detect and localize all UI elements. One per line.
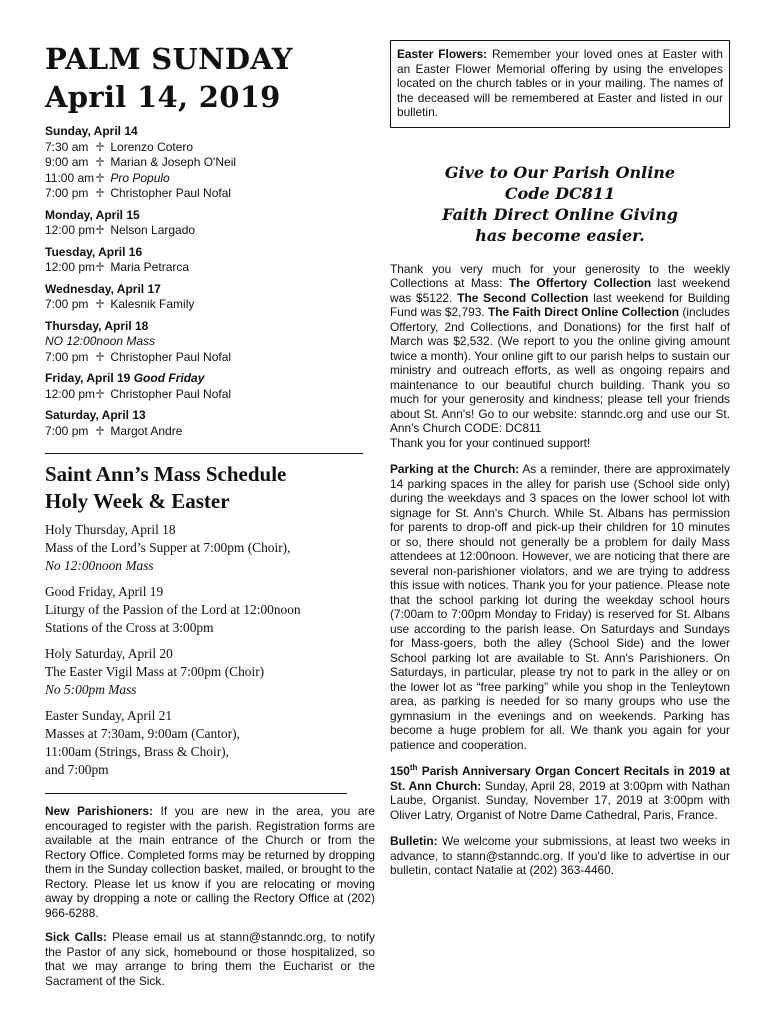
concert-label-text: Parish Anniversary Organ Concert Recitals in 2019 at St. Ann Church:: [390, 764, 730, 793]
intention-row: [45, 424, 375, 440]
mass-line: Stations of the Cross at 3:00pm: [45, 620, 214, 635]
intention-time: 7:00 pm: [45, 297, 89, 311]
mass-line: and 7:00pm: [45, 762, 109, 777]
thanks-paragraph: [390, 262, 730, 451]
intention-name: Kalesnik Family: [110, 297, 195, 311]
easter-sunday-block: [45, 707, 375, 779]
left-column: [45, 40, 375, 988]
cross-icon: ♱: [95, 297, 105, 311]
intention-name: Christopher Paul Nofal: [110, 386, 232, 401]
second-collection-label: The Second Collection: [457, 290, 589, 305]
divider: [45, 453, 363, 454]
intention-row: [45, 297, 375, 313]
sick-calls-text: Please email us at stann@stanndc.org, to notify the Pastor of any sick, homebound or those hospitalized, so that we may arrange to bring them the Eucharist or the Sacrament of the Sick.: [45, 930, 375, 988]
give-line2: Code DC811: [504, 183, 616, 203]
intention-time: 9:00 am: [45, 155, 89, 169]
intention-time: 12:00 pm: [45, 223, 96, 237]
holy-thursday-block: [45, 521, 375, 575]
intention-time: 7:30 am: [45, 139, 89, 154]
mass-title-line1: Saint Ann’s Mass Schedule: [45, 462, 287, 486]
new-parishioners-paragraph: [45, 804, 375, 920]
cross-icon: ♱: [95, 170, 105, 185]
mass-intentions: [45, 124, 375, 439]
new-parishioners-text: If you are new in the area, you are encouraged to register with the parish. Registration forms are available at the main entrance of the Church or from the Rectory Office. Completed forms may be returned by dropping them in the Sunday collection basket, mailed, or brought to the Rectory. Please let us know if you are relocating or moving away by dropping a note or calling the Rectory Office at (202) 966-6288.: [45, 804, 375, 920]
divider: [45, 793, 347, 794]
cross-icon: ♱: [95, 223, 105, 237]
intention-time: 12:00 pm: [45, 386, 96, 401]
cross-icon: ♱: [95, 386, 105, 401]
intention-row: [45, 186, 375, 202]
easter-flowers-box: [390, 40, 730, 128]
parking-label: Parking at the Church:: [390, 462, 520, 476]
mass-line: 11:00am (Strings, Brass & Choir),: [45, 744, 229, 759]
cross-icon: ♱: [95, 155, 105, 169]
day-monday: [45, 208, 375, 239]
page-title: [45, 40, 375, 116]
mass-line: No 5:00pm Mass: [45, 682, 137, 697]
parking-paragraph: [390, 462, 730, 752]
intention-row: [45, 260, 375, 276]
concert-sup: th: [409, 763, 418, 773]
cross-icon: ♱: [95, 139, 105, 154]
intention-name: Marian & Joseph O'Neil: [110, 155, 237, 169]
intention-row: [45, 171, 375, 187]
day-friday: [45, 371, 375, 402]
thanks-text: Thank you very much for your generosity to the weekly Collections at Mass:: [390, 261, 730, 290]
cross-icon: ♱: [95, 349, 105, 364]
cross-icon: ♱: [95, 186, 105, 200]
holy-saturday-block: [45, 645, 375, 699]
day-heading-text: Friday, April 19: [45, 371, 131, 385]
title-line1: PALM SUNDAY: [45, 42, 293, 76]
intention-row: [45, 140, 375, 156]
mass-line: Good Friday, April 19: [45, 584, 164, 599]
mass-schedule-title: [45, 461, 375, 515]
intention-name: Christopher Paul Nofal: [110, 186, 232, 200]
mass-line: Holy Thursday, April 18: [45, 522, 176, 537]
title-line2: April 14, 2019: [45, 80, 281, 114]
sick-calls-paragraph: [45, 930, 375, 988]
intention-time: 11:00 am: [45, 170, 95, 185]
concert-text: Sunday, April 28, 2019 at 3:00pm with Nathan Laube, Organist. Sunday, November 17, 2019 at 3:00pm with Oliver Latry, Organist of Notre Dame Cathedral, Paris, France.: [390, 778, 730, 822]
day-heading: Monday, April 15: [45, 207, 140, 222]
day-wednesday: [45, 282, 375, 313]
intention-name: Nelson Largado: [110, 223, 196, 237]
intention-name: Margot Andre: [110, 423, 183, 438]
thanks-text: last weekend was $5122.: [390, 276, 730, 305]
mass-line: No 12:00noon Mass: [45, 558, 154, 573]
mass-line: Holy Saturday, April 20: [45, 646, 173, 661]
day-heading-extra: Good Friday: [133, 371, 205, 385]
mass-line: Easter Sunday, April 21: [45, 708, 173, 723]
day-heading: Saturday, April 13: [45, 408, 146, 422]
day-heading: Wednesday, April 17: [45, 281, 161, 296]
day-note: NO 12:00noon Mass: [45, 334, 156, 348]
bulletin-label: Bulletin:: [390, 834, 438, 848]
thanks-text: (includes Offertory, 2nd Collections, and Donations) for the first half of March was $2,532. (We report to you the online giving amount twice a month). Your online gift to our parish helps to sustain our ministry and outreach efforts, as well as ongoing repairs and maintenance to our beautiful church building. Thank you so much for your generosity and kindness; please tell your friends about St. Ann's! Go to our website: stanndc.org and use our St. Ann's Church CODE: DC811: [390, 305, 730, 435]
bulletin-text: We welcome your submissions, at least two weeks in advance, to stann@stanndc.org. If you'd like to advertise in our bulletin, contact Natalie at (202) 363-4460.: [390, 834, 730, 877]
intention-row: [45, 387, 375, 403]
intention-row: [45, 223, 375, 239]
mass-line: The Easter Vigil Mass at 7:00pm (Choir): [45, 664, 265, 679]
easter-flowers-text: Remember your loved ones at Easter with an Easter Flower Memorial offering by using the envelopes located on the church tables or in your mailing. The names of the deceased will be remembered at Easter and listed in our bulletin.: [397, 47, 724, 119]
day-sunday: [45, 124, 375, 202]
give-line4: has become easier.: [475, 225, 645, 245]
faith-direct-label: The Faith Direct Online Collection: [487, 305, 680, 319]
offertory-label: The Offertory Collection: [508, 276, 652, 290]
mass-schedule-section: [45, 461, 375, 779]
give-online-heading: [390, 162, 730, 246]
good-friday-block: [45, 583, 375, 637]
day-heading: [45, 371, 375, 387]
intention-time: 7:00 pm: [45, 423, 89, 438]
day-heading: Tuesday, April 16: [45, 244, 143, 259]
day-thursday: [45, 319, 375, 366]
day-heading: Sunday, April 14: [45, 124, 138, 138]
intention-name: Pro Populo: [110, 170, 170, 185]
day-saturday: [45, 408, 375, 439]
intention-name: Maria Petrarca: [110, 260, 190, 274]
intention-name: Lorenzo Cotero: [110, 139, 194, 154]
intention-time: 12:00 pm: [45, 260, 96, 274]
parking-text: As a reminder, there are approximately 14 parking spaces in the alley for parish use (School side only) during the weekdays and 3 spaces on the lower school lot with signage for St. Ann's Church. While St. Albans has permission for parents to drop-off and pick-up their children for 10 minutes or so, there should not generally be a problem for daily Mass attendees at 12:00noon. However, we are noticing that there are several non-parishioner violators, and we are trying to address this issue with notices. Thank you for your patience. Please note that the school parking lot during the weekday school hours (7:00am to 7:00pm Monday to Friday) is reserved for St. Albans use according to the parish lease. On Saturdays and Sundays for Mass-goers, both the alley (School Side) and the lower School parking lot are available to St. Ann's Parishioners. On Saturdays, in particular, please try not to park in the alley or on the lower lot as “free parking” while you shop in the Tenleytown area, as parking is needed for so many groups who use the gymnasium in the evenings and on weekends. Parking has become a huge problem for all. We thank you again for your patience and cooperation.: [390, 462, 731, 752]
mass-line: Masses at 7:30am, 9:00am (Cantor),: [45, 726, 240, 741]
new-parishioners-label: New Parishioners:: [45, 804, 153, 818]
give-line3: Faith Direct Online Giving: [442, 204, 678, 224]
thanks-closing: Thank you for your continued support!: [390, 435, 591, 450]
intention-time: 7:00 pm: [45, 349, 89, 364]
intention-time: 7:00 pm: [45, 186, 89, 200]
mass-line: Mass of the Lord’s Supper at 7:00pm (Choir),: [45, 540, 291, 555]
mass-title-line2: Holy Week & Easter: [45, 489, 230, 513]
concert-paragraph: [390, 764, 730, 822]
intention-row: [45, 155, 375, 171]
cross-icon: ♱: [95, 260, 105, 274]
easter-flowers-label: Easter Flowers:: [397, 47, 488, 61]
mass-line: Liturgy of the Passion of the Lord at 12:00noon: [45, 602, 301, 617]
cross-icon: ♱: [95, 423, 105, 438]
day-tuesday: [45, 245, 375, 276]
bulletin-paragraph: [390, 834, 730, 878]
intention-row: [45, 350, 375, 366]
thanks-text: last weekend for Building Fund was $2,793.: [390, 290, 731, 319]
right-column: [390, 40, 730, 878]
intention-name: Christopher Paul Nofal: [110, 349, 232, 364]
day-heading: Thursday, April 18: [45, 318, 149, 333]
concert-number: 150: [390, 764, 410, 778]
sick-calls-label: Sick Calls:: [45, 930, 107, 944]
give-line1: Give to Our Parish Online: [444, 162, 676, 182]
